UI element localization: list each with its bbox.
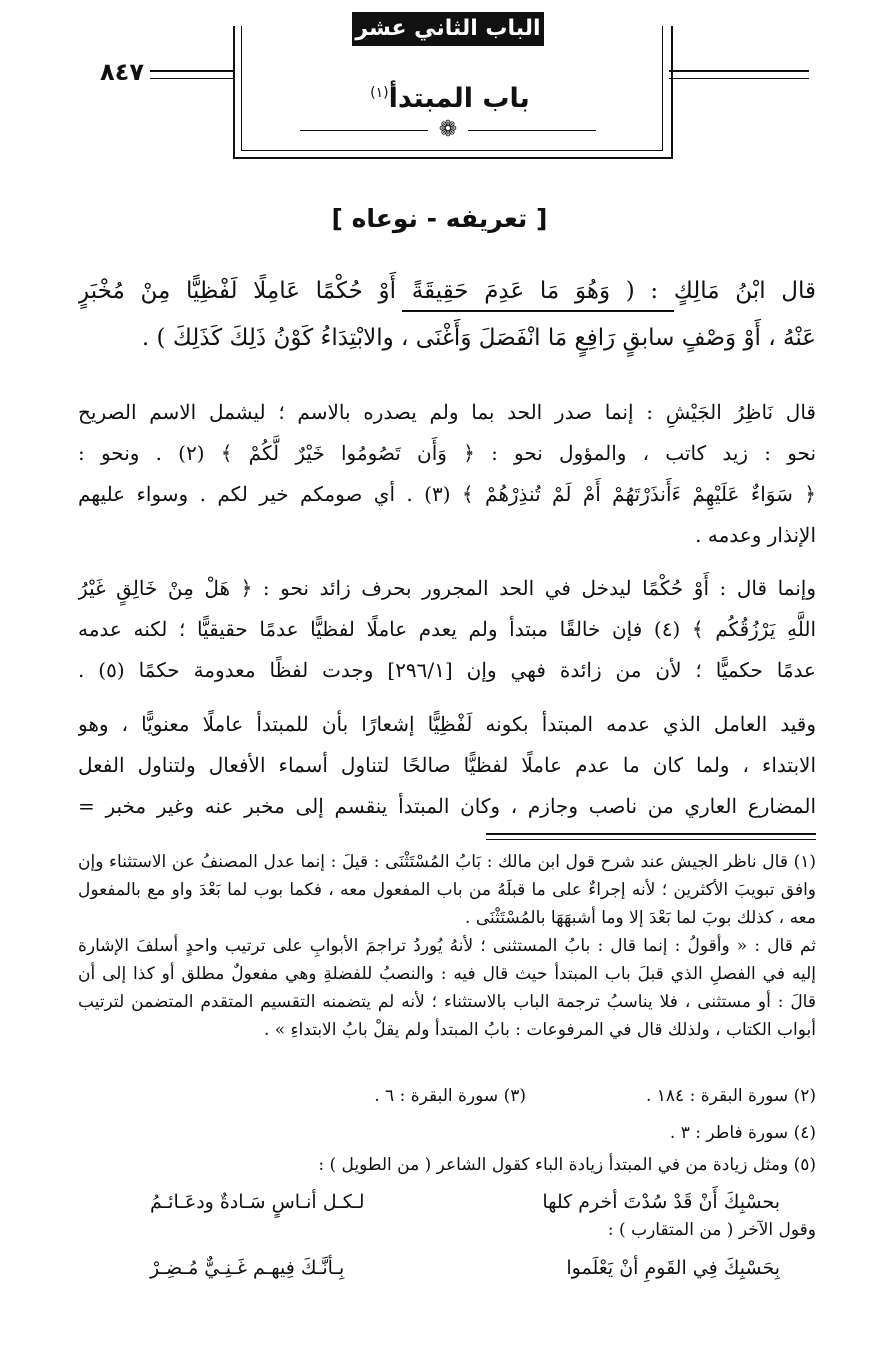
text-line: الابتداء ، ولما كان ما عدم عاملًا لفظيًّا صالحًا لتناول أسماء الأفعال ولتناول الفعل xyxy=(78,753,816,777)
footnote-line: (٥) ومثل زيادة من في المبتدأ زيادة الباء كقول الشاعر ( من الطويل ) : xyxy=(318,1155,816,1175)
footnote-3: (٣) سورة البقرة : ٦ . xyxy=(374,1086,526,1106)
verse-line: قال ابْنُ مَالِكٍ : ( وَهُوَ مَا عَدِمَ حَقِيقَةً أَوْ حُكْمًا عَامِلًا لَفْظِيًّا مِنْ مُخْبَرٍ xyxy=(78,278,816,304)
paragraph-3 xyxy=(78,704,816,827)
section-title xyxy=(340,68,560,118)
verse-hemistich-first: بِحَسْبِكَ فِي القَومِ أنْ يَعْلَموا xyxy=(566,1257,780,1279)
text-line: اللَّهِ يَرْزُقُكُم ﴾ (٤) فإن خالقًا مبتدأ ولم يعدم عاملًا لفظيًّا عدمًا حقيقيًّا ؛ لكنه عدمه xyxy=(78,617,816,641)
footnote-line: وافق تبويبَ الأكثرين ؛ لأنه إجراءٌ على ما قبلَهُ من باب المفعول معه ، فكما بوب لما بَعْدَ واو مع بالمفعول xyxy=(78,880,816,900)
references-row-1 xyxy=(78,1082,816,1110)
footnote-5 xyxy=(78,1151,816,1179)
text-line: ﴿ سَوَاءٌ عَلَيْهِمْ ءَأَنذَرْتَهُمْ أَمْ لَمْ تُنذِرْهُمْ ﴾ (٣) . أي صومكم خير لكم . وسواء عليهم xyxy=(78,482,816,506)
section-title-note-ref: (١) xyxy=(370,85,389,101)
text-line: وقيد العامل الذي عدمه المبتدأ بكونه لَفْظِيًّا إشعارًا بأن للمبتدأ عاملًا معنويًّا ، وهو xyxy=(78,712,816,736)
verse-underline xyxy=(402,310,674,312)
ornament-line-right xyxy=(468,130,596,131)
text-line: نحو : زيد كاتب ، والمؤول نحو : ﴿ وَأَن تَصُومُوا خَيْرٌ لَّكُمْ ﴾ (٢) . ونحو : xyxy=(78,441,816,465)
text-line: قال نَاظِرُ الجَيْشِ : إنما صدر الحد بما ولم يصدره بالاسم ؛ ليشمل الاسم الصريح xyxy=(78,400,816,424)
flower-ornament-icon: ❁ xyxy=(438,117,458,142)
text-line: وإنما قال : أَوْ حُكْمًا ليدخل في الحد المجرور بحرف زائد نحو : ﴿ هَلْ مِنْ خَالِقٍ غَيْرُ xyxy=(78,576,816,600)
footnote-line: قالَ : أو مستثنى ، فلا يناسبُ ترجمة الباب بالاستثناء ؛ لأنه لم يتضمنه التقسيم المتقدم المتضمن لترتيب xyxy=(78,992,816,1012)
text-line: المضارع العاري من ناصب وجازم ، وكان المبتدأ ينقسم إلى مخبر عنه وغير مخبر = xyxy=(78,794,816,818)
footnote-2: (٢) سورة البقرة : ١٨٤ . xyxy=(645,1086,816,1106)
page-number: ٨٤٧ xyxy=(100,58,144,86)
references-row-2 xyxy=(78,1119,816,1147)
footnote-separator xyxy=(486,833,816,840)
footnote-5-intro-2: وقول الآخر ( من المتقارب ) : xyxy=(607,1220,816,1240)
footnote-line: ثم قال : « وأقولُ : إنما قال : بابُ المستثنى ؛ لأنهُ يُوردُ تراجمَ الأبوابِ على ترتيب واحدٍ أسلفَ الإشارة xyxy=(78,936,816,956)
header-rule-left xyxy=(150,70,233,79)
verse-hemistich-second: بِـأنَّـكَ فِيهـم غَـنِـيٌّ مُـضِـرْ xyxy=(150,1257,345,1279)
section-title-text: باب المبتدأ xyxy=(388,83,530,114)
ornament-line-left xyxy=(300,130,428,131)
header-rule-right xyxy=(669,70,809,79)
verse-hemistich-second: لـكـل أنـاسٍ سَـادةٌ ودعَـائـمُ xyxy=(150,1191,365,1213)
paragraph-2 xyxy=(78,568,816,691)
text-line: عدمًا حكميًّا ؛ لأن من زائدة فهي وإن [٢٩٦/١] وجدت لفظًا معدومة حكمًا (٥) . xyxy=(78,658,816,682)
text-line: الإنذار وعدمه . xyxy=(695,523,816,547)
verse-hemistich-first: بحسْبِكَ أَنْ قَدْ سُدْتَ أخرم كلها xyxy=(542,1191,780,1213)
footnote-line: إليه في الفصلِ الذي قبلَ باب المبتدأ حيث قال فيه : والنصبُ للفضلةِ وهي مفعولٌ مطلق أو كذا إلى أن xyxy=(78,964,816,984)
footnote-4: (٤) سورة فاطر : ٣ . xyxy=(669,1123,816,1143)
verse-quote xyxy=(78,268,816,362)
verse-line: عَنْهُ ، أَوْ وَصْفٍ سابقٍ رَافِعٍ مَا انْفَصَلَ وَأَغْنَى ، والابْتِدَاءُ كَوْنُ ذَلِكَ كَذَلِكَ ) . xyxy=(141,325,816,351)
footnote-1 xyxy=(78,848,816,1044)
subheading: [ تعريفه - نوعاه ] xyxy=(331,204,548,233)
chapter-label: الباب الثاني عشر xyxy=(352,12,544,46)
paragraph-1 xyxy=(78,392,816,556)
poem-verse-2 xyxy=(120,1250,810,1286)
footnote-line: أبواب الكتاب ، ولذلك قال في المرفوعات : بابُ المبتدأ ولم يقلْ بابُ الابتداءِ » . xyxy=(263,1020,816,1040)
footnote-line: (١) قال ناظر الجيش عند شرح قول ابن مالك : بَابُ المُسْتَثْنَى : قيلَ : إنما عدل المصنفُ عن الاستثناء وإن xyxy=(78,852,816,872)
footnote-line: معه ، كذلك بوبَ لما بَعْدَ إلا وما أشبهَهَا بالمُسْتَثْنَى . xyxy=(465,908,816,928)
